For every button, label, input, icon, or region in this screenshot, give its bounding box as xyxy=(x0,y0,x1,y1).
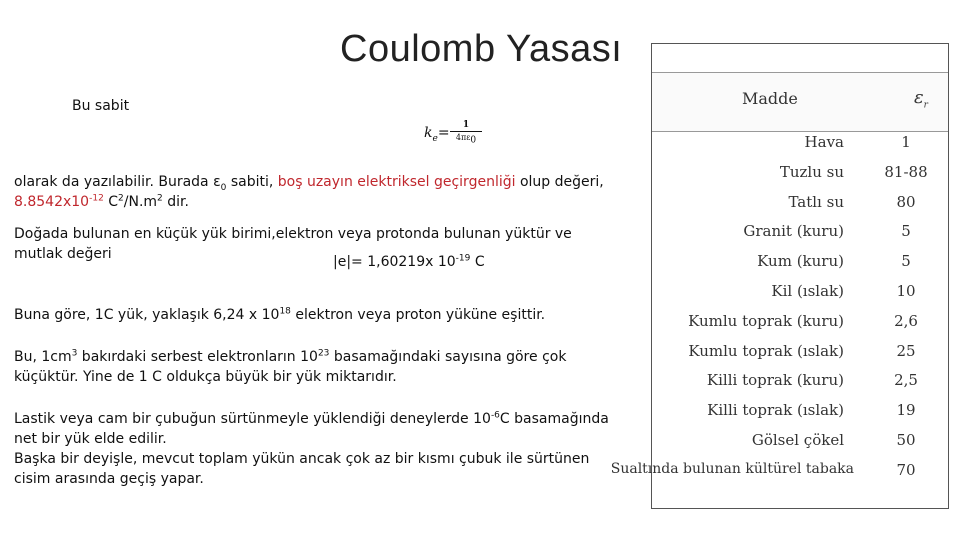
row-permittivity: 5 xyxy=(901,222,911,241)
table-row xyxy=(652,158,948,187)
paragraph-friction-charge: Lastik veya cam bir çubuğun sürtünmeyle yüklendiği deneylerde $10^{-6}C$ basamağında net bir yük elde edilir. Başka bir deyişle, mevcut toplam yükün ancak çok az bir kısmı çubuk ile sürtünen cisim arasında geçiş yapar. xyxy=(14,410,609,487)
permittivity-value: $8.8542x10^{-12}$ xyxy=(14,193,104,210)
formula-numerator: 1 xyxy=(462,120,470,130)
row-permittivity: 2,5 xyxy=(894,371,918,390)
row-permittivity: 5 xyxy=(901,252,911,271)
row-permittivity: 80 xyxy=(896,192,916,211)
header-permittivity: $\varepsilon_r$ xyxy=(914,87,928,111)
table-header xyxy=(652,72,948,132)
row-permittivity: 70 xyxy=(896,460,916,479)
row-material: Kil (ıslak) xyxy=(771,282,844,300)
row-permittivity: 50 xyxy=(896,431,916,449)
paragraph-permittivity: olarak da yazılabilir. Burada $\varepsilon_0$ sabiti, boş uzayın elektriksel geçirgenliği olup değeri, $8.8542x10^{-12}$ $C^2/N.m^2$ dir. xyxy=(14,174,604,210)
formula-denominator: $4\pi\varepsilon_0$ xyxy=(455,133,477,146)
row-permittivity: 19 xyxy=(896,401,916,420)
row-material: Kumlu toprak (ıslak) xyxy=(688,341,844,360)
fraction-bar xyxy=(450,131,482,132)
row-permittivity: 2,6 xyxy=(894,311,918,330)
paragraph-elementary-charge: Doğada bulunan en küçük yük birimi,elektron veya protonda bulunan yüktür ve mutlak değeri xyxy=(14,226,572,262)
table-row xyxy=(652,277,948,306)
paragraph-copper-electrons: Bu, $1cm^3$ bakırdaki serbest elektronların $10^{23}$ basamağındaki sayısına göre çok küçüktür. Yine de 1 C oldukça büyük bir yük miktarıdır. xyxy=(14,348,567,385)
row-material: Tatlı su xyxy=(788,192,844,211)
row-material: Kum (kuru) xyxy=(757,252,844,271)
row-material: Killi toprak (kuru) xyxy=(706,371,844,390)
row-permittivity: 25 xyxy=(896,341,916,360)
row-material: Gölsel çökel xyxy=(751,431,844,449)
table-row xyxy=(652,396,948,425)
row-material: Kumlu toprak (kuru) xyxy=(688,311,844,330)
table-row xyxy=(652,217,948,246)
table-row xyxy=(652,337,948,366)
table-row xyxy=(652,366,948,395)
slide-title: Coulomb Yasası xyxy=(340,28,623,70)
formula-lhs: $k_e=$ xyxy=(424,125,450,144)
table-row xyxy=(652,247,948,276)
table-row xyxy=(652,307,948,336)
row-permittivity: 10 xyxy=(896,282,916,300)
table-row xyxy=(652,426,948,455)
paragraph-coulomb-electrons: Buna göre, 1C yük, yaklaşık 6,24 x $10^{18}$ elektron veya proton yüküne eşittir. xyxy=(14,306,546,323)
header-material: Madde xyxy=(742,89,798,108)
dielectric-constant-table xyxy=(610,43,949,509)
permittivity-highlight: boş uzayın elektriksel geçirgenliği xyxy=(277,174,516,190)
row-permittivity: 1 xyxy=(901,133,911,151)
formula-fraction xyxy=(450,120,482,146)
row-material: Tuzlu su xyxy=(779,162,844,181)
row-material: Granit (kuru) xyxy=(743,222,844,241)
table-row xyxy=(610,456,948,485)
row-permittivity: 81-88 xyxy=(884,162,928,181)
row-material: Sualtında bulunan kültürel tabaka xyxy=(610,460,854,477)
table-row xyxy=(652,128,948,157)
elementary-charge-value: |e|= 1,60219x $10^{-19}$ C xyxy=(333,253,485,270)
row-material: Killi toprak (ıslak) xyxy=(707,401,844,420)
intro-text: Bu sabit xyxy=(72,98,130,114)
table-row xyxy=(652,188,948,217)
row-material: Hava xyxy=(804,133,844,151)
